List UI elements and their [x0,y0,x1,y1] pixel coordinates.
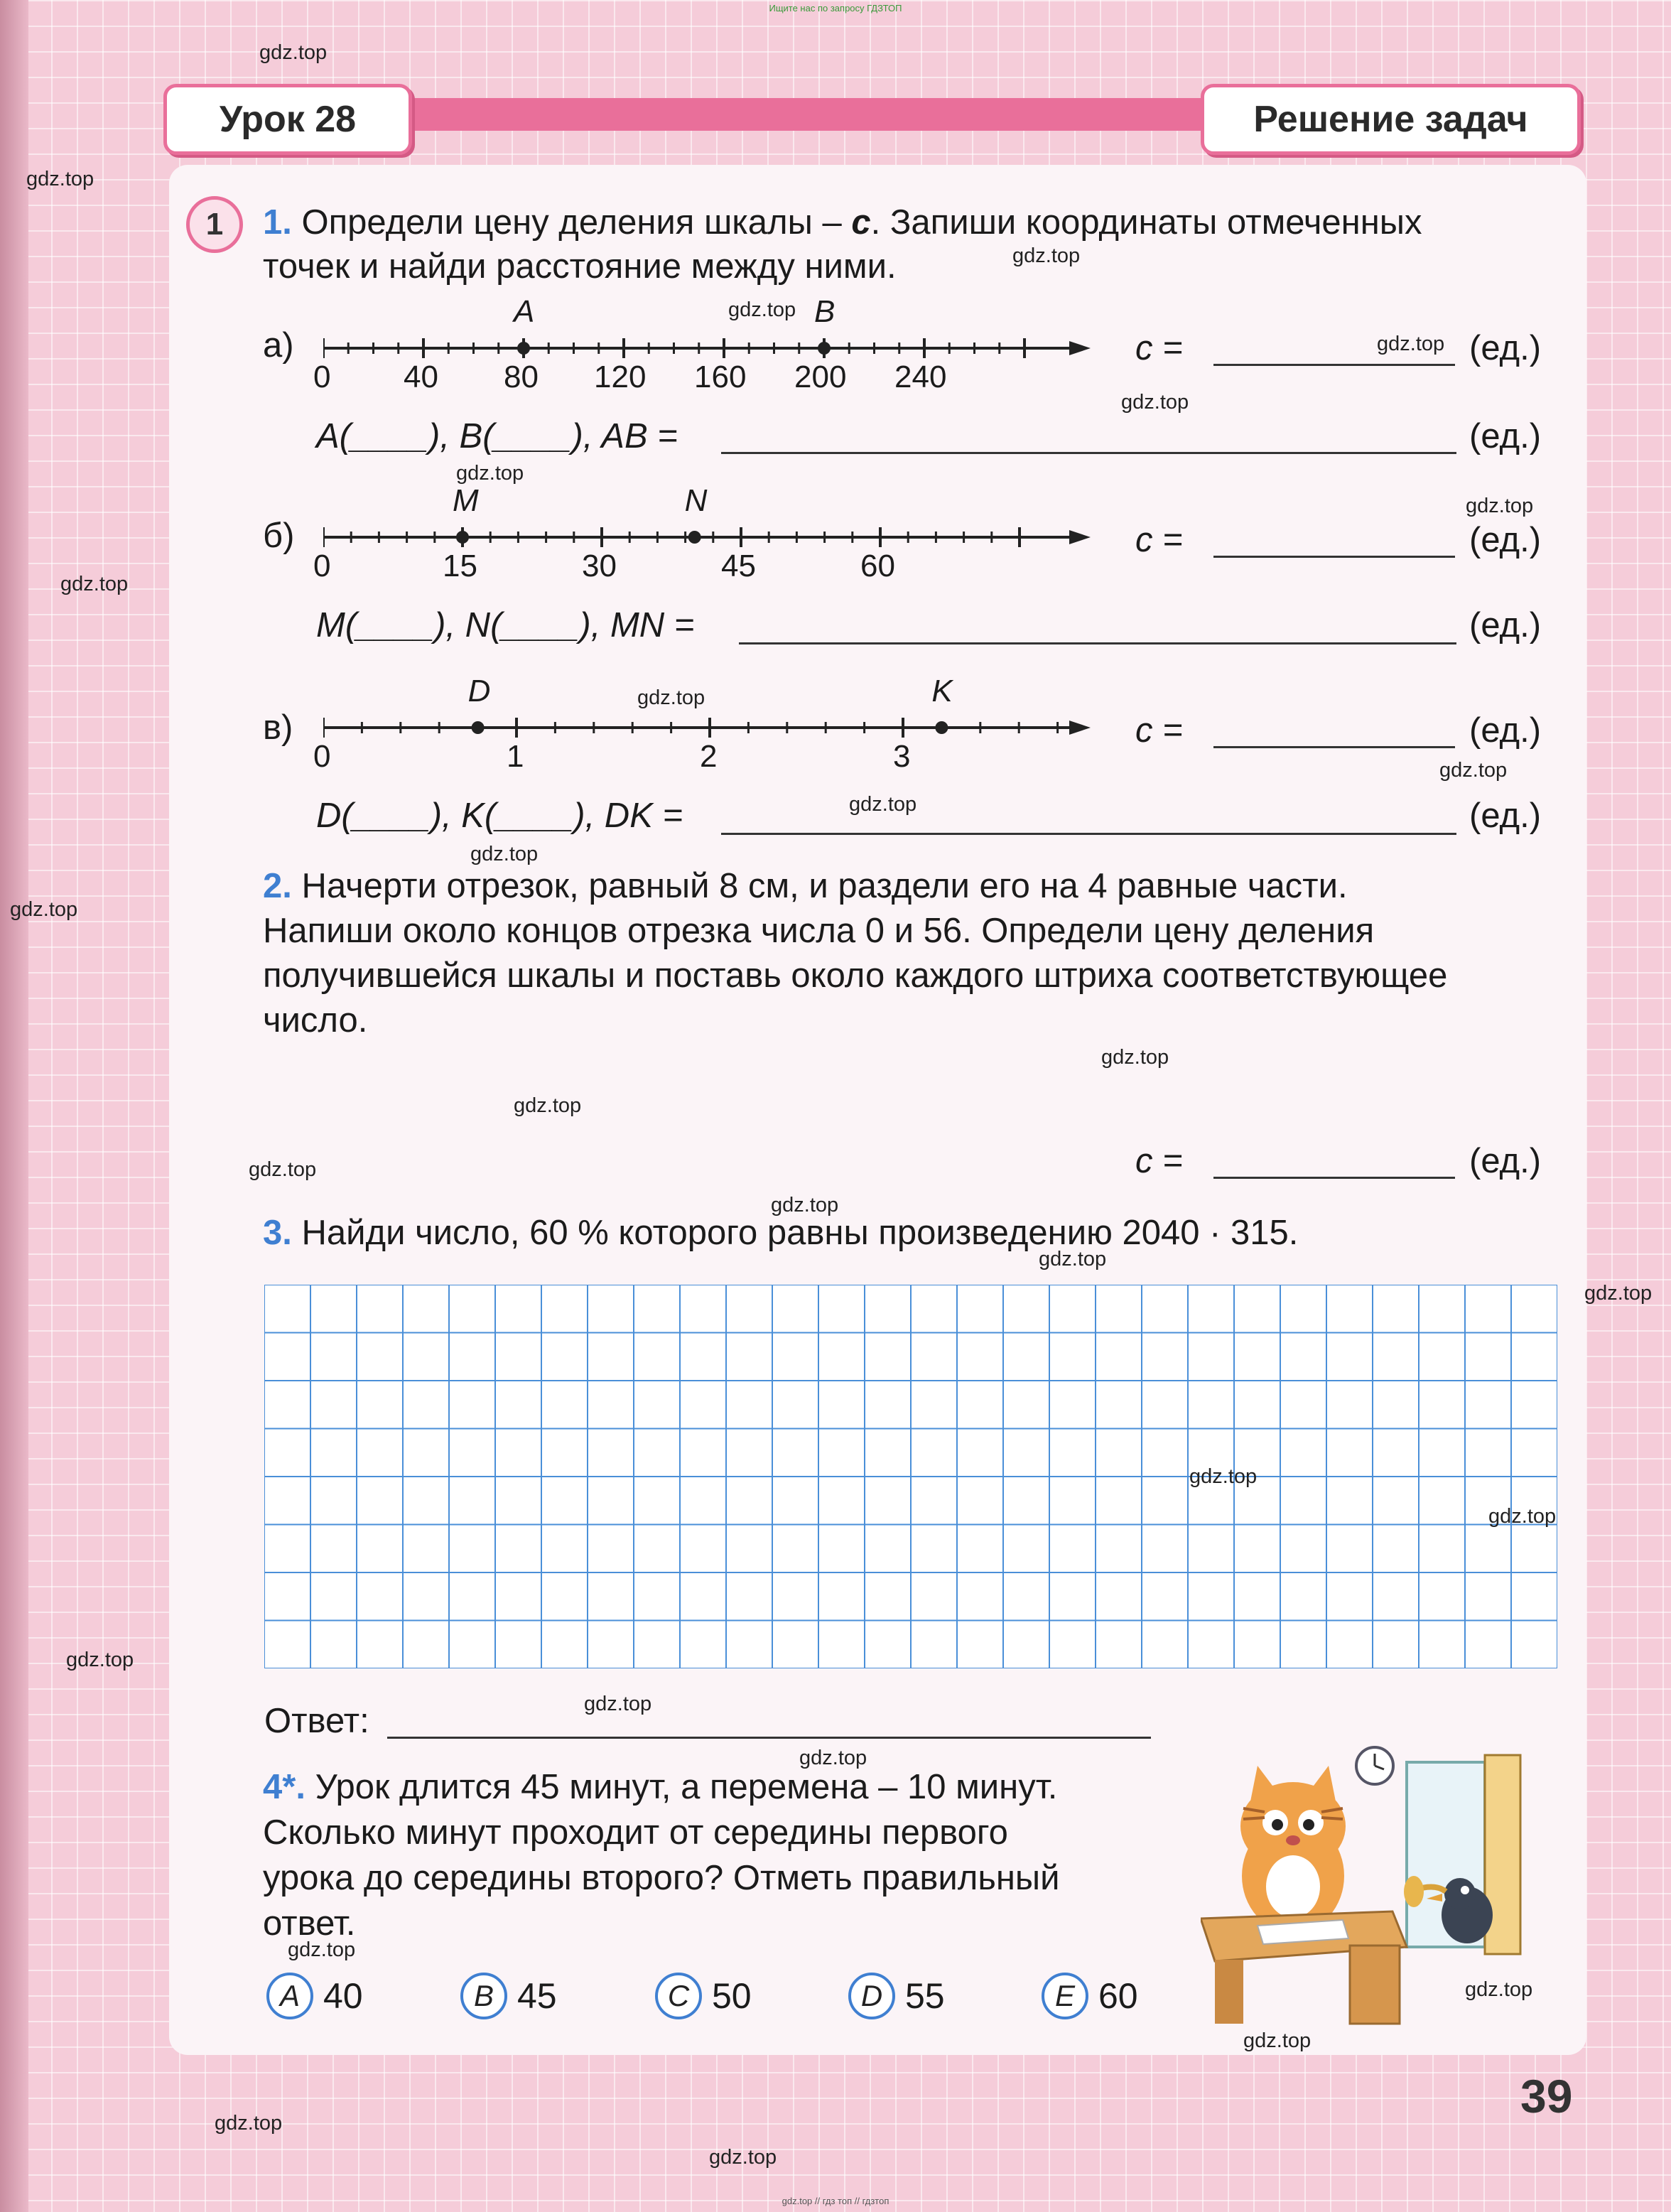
option-a-circle[interactable]: A [266,1973,313,2019]
task1-var: c [851,203,871,242]
watermark: gdz.top [1488,1505,1557,1528]
line-a-c-label: c = [1135,329,1183,367]
line-v-answer: D(____), K(____), DK = [316,797,683,835]
top-note: Ищите нас по запросу ГДЗТОП [769,3,902,14]
line-b-c-label: c = [1135,521,1183,559]
watermark: gdz.top [26,168,94,190]
option-d-circle[interactable]: D [848,1973,895,2019]
tick-label: 0 [313,360,331,394]
task4-text-1: Урок длится 45 минут, а перемена – 10 минут. [315,1768,1058,1806]
watermark: gdz.top [771,1194,839,1216]
task4-text-3: урока до середины второго? Отметь правильный [263,1859,1060,1897]
task1-number: 1. [263,203,292,242]
tick-label: 200 [794,360,847,394]
watermark: gdz.top [849,793,917,816]
task3-answer-label: Ответ: [264,1702,369,1740]
task2-text-2: Напиши около концов отрезка числа 0 и 56. Определи цену деления [263,912,1375,950]
watermark: gdz.top [456,462,524,485]
watermark: gdz.top [1121,391,1189,414]
tick-label: 30 [582,549,617,583]
task2-text-1: Начерти отрезок, равный 8 см, и раздели его на 4 равные части. [301,867,1348,905]
option-c[interactable] [655,1973,752,2019]
task4-number: 4*. [263,1768,305,1806]
task3-number: 3. [263,1214,292,1252]
point-label: B [814,294,836,329]
line-a-label: а) [263,326,294,365]
task2-number: 2. [263,867,292,905]
task1-line2: точек и найди расстояние между ними. [263,247,897,286]
tick-label: 3 [893,739,911,774]
watermark: gdz.top [215,2112,283,2135]
tick-label: 15 [443,549,477,583]
tick-label: 0 [313,549,331,583]
task1-text-a: Определи цену деления шкалы – [301,203,842,242]
watermark: gdz.top [1584,1282,1653,1305]
watermark: gdz.top [799,1747,867,1769]
tick-label: 240 [894,360,947,394]
line-v-c-blank[interactable] [1213,746,1455,748]
header-bar [398,98,1215,131]
task1-line1 [263,200,1422,244]
task2-text-3: получившейся шкалы и поставь около каждого штриха соответствующее [263,956,1448,995]
task3-line [263,1211,1298,1255]
point-marker [517,342,530,355]
point-marker [818,342,831,355]
watermark: gdz.top [728,298,796,321]
watermark: gdz.top [1189,1465,1258,1488]
point-marker [456,531,469,544]
watermark: gdz.top [709,2146,777,2169]
task2-c-label: c = [1135,1142,1183,1180]
option-d[interactable] [848,1973,945,2019]
option-e[interactable] [1042,1973,1138,2019]
tick-label: 45 [721,549,756,583]
line-v-label: в) [263,708,293,747]
line-v-answer-blank[interactable] [721,833,1456,835]
line-b-label: б) [263,517,295,555]
line-a-c-blank[interactable] [1213,364,1455,366]
watermark: gdz.top [1439,759,1508,782]
task2-text-4: число. [263,1001,368,1040]
option-a[interactable] [266,1973,363,2019]
watermark: gdz.top [1039,1248,1107,1270]
answer-grid[interactable] [264,1285,1557,1668]
task2-c-blank[interactable] [1213,1177,1455,1179]
line-b-answer-unit: (ед.) [1469,606,1542,644]
task1-text-b: . Запиши координаты отмеченных [870,203,1422,242]
point-marker [935,721,948,734]
watermark: gdz.top [1466,495,1534,517]
option-c-value: 50 [712,1976,752,2016]
task4-line1 [263,1765,1057,1809]
watermark: gdz.top [288,1938,356,1961]
point-label: D [467,674,491,708]
watermark: gdz.top [1101,1046,1169,1069]
line-v-c-label: c = [1135,711,1183,750]
task3-answer-blank[interactable] [387,1737,1151,1739]
number-line-b [323,502,1105,587]
point-marker [472,721,485,734]
watermark: gdz.top [470,843,539,865]
line-a-answer-blank[interactable] [721,452,1456,454]
bottom-note: gdz.top // гдз топ // гдзтоп [782,2196,889,2206]
watermark: gdz.top [1012,244,1081,267]
line-a-answer-unit: (ед.) [1469,417,1542,455]
point-label: A [514,294,535,329]
option-b-value: 45 [517,1976,557,2016]
watermark: gdz.top [259,41,328,64]
option-e-value: 60 [1098,1976,1138,2016]
line-v-unit: (ед.) [1469,711,1542,750]
task3-text: Найди число, 60 % которого равны произведению 2040 · 315. [301,1214,1299,1252]
task4-text-4: ответ. [263,1904,356,1943]
topic-title: Решение задач [1201,84,1581,155]
watermark: gdz.top [1465,1978,1533,2001]
tick-label: 1 [507,739,524,774]
line-b-c-blank[interactable] [1213,556,1455,558]
tick-label: 0 [313,739,331,774]
header-stripes [421,98,476,131]
task2-unit: (ед.) [1469,1142,1542,1180]
line-b-unit: (ед.) [1469,521,1542,559]
section-badge: 1 [186,196,243,253]
watermark: gdz.top [1243,2029,1312,2052]
task4-text-2: Сколько минут проходит от середины первого [263,1813,1008,1852]
option-e-circle[interactable]: E [1042,1973,1088,2019]
option-b-circle[interactable]: B [460,1973,507,2019]
line-a-answer: A(____), B(____), AB = [316,417,678,455]
task2-line1 [263,864,1348,908]
point-label: N [684,483,708,518]
option-a-value: 40 [323,1976,363,2016]
tick-label: 160 [694,360,747,394]
watermark: gdz.top [1377,333,1445,355]
option-d-value: 55 [905,1976,945,2016]
line-b-answer-blank[interactable] [739,642,1456,644]
tick-label: 120 [594,360,647,394]
lesson-title: Урок 28 [163,84,412,155]
line-b-answer: M(____), N(____), MN = [316,606,695,644]
tick-label: 80 [504,360,539,394]
watermark: gdz.top [637,686,705,709]
option-c-circle[interactable]: C [655,1973,702,2019]
point-label: M [453,483,479,518]
watermark: gdz.top [66,1649,134,1671]
line-a-unit: (ед.) [1469,329,1542,367]
point-marker [688,531,701,544]
watermark: gdz.top [10,898,78,921]
tick-label: 60 [860,549,895,583]
page-number: 39 [1520,2070,1573,2122]
tick-label: 40 [404,360,438,394]
watermark: gdz.top [249,1158,317,1181]
option-b[interactable] [460,1973,557,2019]
watermark: gdz.top [584,1693,652,1715]
line-v-answer-unit: (ед.) [1469,797,1542,835]
watermark: gdz.top [514,1094,582,1117]
watermark: gdz.top [60,573,129,595]
point-label: K [931,674,953,708]
book-spine [0,0,28,2212]
tick-label: 2 [700,739,718,774]
